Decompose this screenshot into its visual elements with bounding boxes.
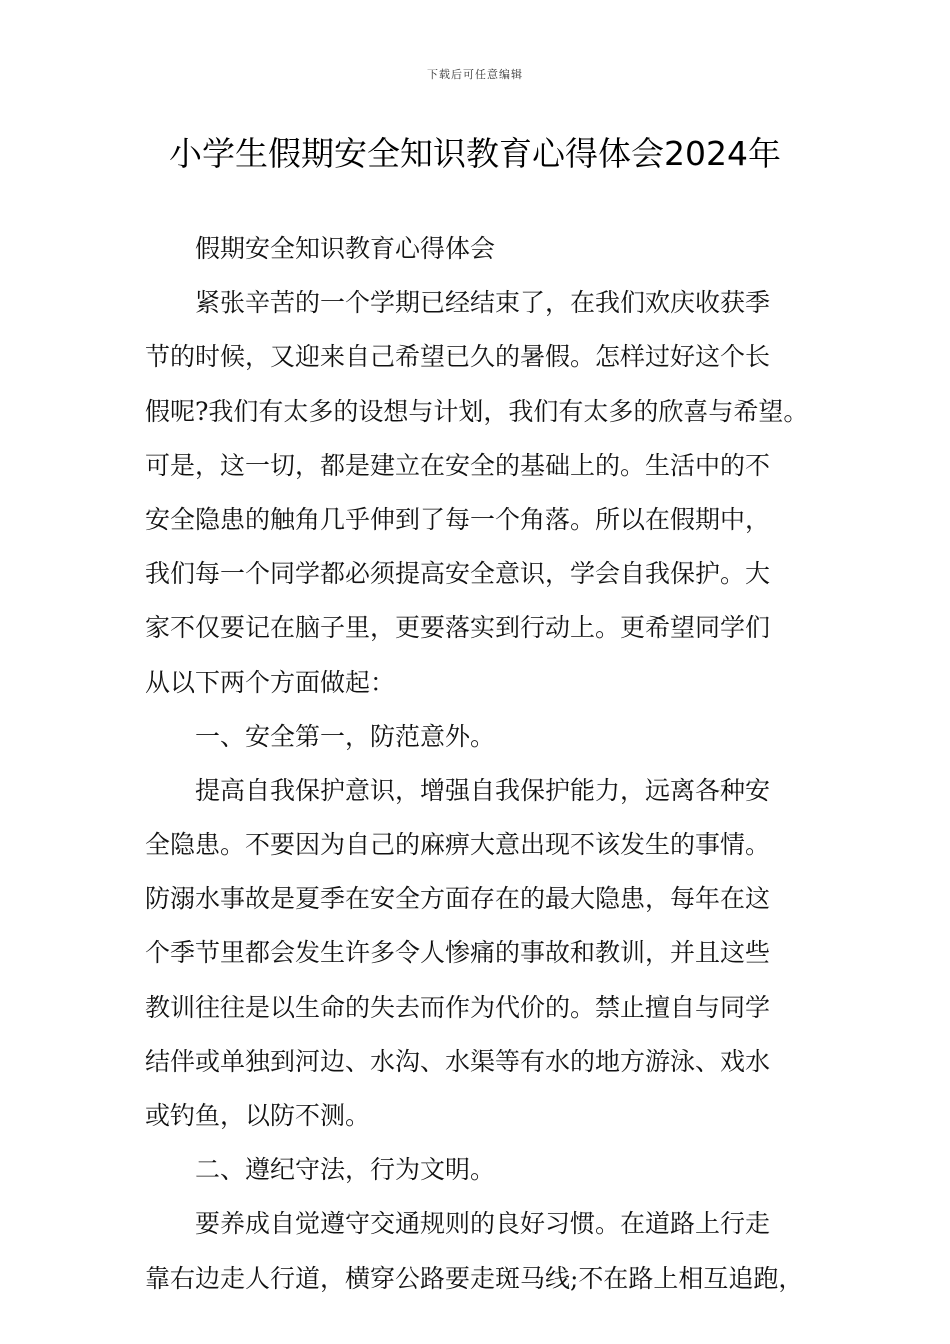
text-line: 假呢?我们有太多的设想与计划，我们有太多的欣喜与希望。: [145, 396, 809, 426]
text-line: 或钓鱼，以防不测。: [145, 1101, 371, 1130]
text-line: 要养成自觉遵守交通规则的良好习惯。在道路上行走: [145, 1209, 771, 1239]
text-line: 可是，这一切，都是建立在安全的基础上的。生活中的不: [145, 450, 771, 480]
text-line: 节的时候，又迎来自己希望已久的暑假。怎样过好这个长: [145, 342, 771, 372]
document-body: [145, 222, 817, 1306]
document-title: 小学生假期安全知识教育心得体会2024年: [169, 134, 781, 173]
text-line: 全隐患。不要因为自己的麻痹大意出现不该发生的事情。: [145, 830, 771, 860]
text-line: 家不仅要记在脑子里，更要落实到行动上。更希望同学们: [145, 613, 771, 643]
section-heading-2: 二、遵纪守法，行为文明。: [145, 1155, 496, 1185]
text-line: 提高自我保护意识，增强自我保护能力，远离各种安: [145, 775, 771, 805]
text-line: 从以下两个方面做起：: [145, 667, 396, 697]
subtitle-line: 假期安全知识教育心得体会: [145, 234, 496, 263]
text-line: 教训往往是以生命的失去而作为代价的。禁止擅自与同学: [145, 992, 771, 1022]
section-heading-1: 一、安全第一，防范意外。: [145, 721, 496, 751]
text-line: 个季节里都会发生许多令人惨痛的事故和教训，并且这些: [145, 938, 771, 968]
text-line: 我们每一个同学都必须提高安全意识，学会自我保护。大: [145, 559, 771, 589]
text-line: 紧张辛苦的一个学期已经结束了，在我们欢庆收获季: [145, 288, 771, 318]
text-line: 靠右边走人行道，横穿公路要走斑马线;不在路上相互追跑，: [145, 1263, 804, 1293]
text-line: 防溺水事故是夏季在安全方面存在的最大隐患，每年在这: [145, 884, 771, 914]
header-note: 下载后可任意编辑: [427, 68, 523, 81]
text-line: 安全隐患的触角几乎伸到了每一个角落。所以在假期中，: [145, 504, 771, 534]
text-line: 结伴或单独到河边、水沟、水渠等有水的地方游泳、戏水: [145, 1046, 771, 1076]
